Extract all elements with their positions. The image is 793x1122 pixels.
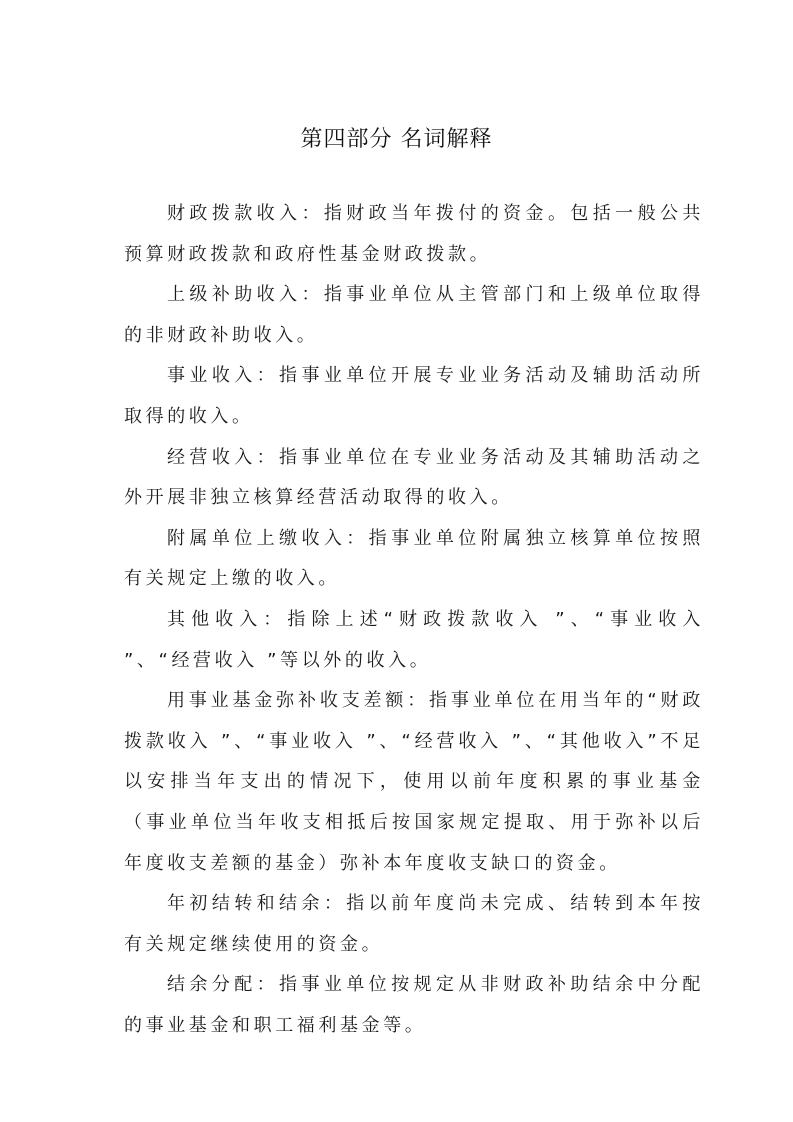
- term-other-income: 其他收入：指除上述“财政拨款收入 ”、“事业收入 ”、“经营收入 ”等以外的收入。: [124, 608, 704, 671]
- term-business-fund-offset: 用事业基金弥补收支差额：指事业单位在用当年的“财政拨款收入 ”、“事业收入 ”、“经营收入 ”、“其他收入”不足以安排当年支出的情况下，使用以前年度积累的事业基金（事业单位当年收支相抵后按国家规定提取、用于弥补以后年度收支差额的基金）弥补本年度收支缺口的资金。: [124, 690, 704, 874]
- term-operating-income: 经营收入：指事业单位在专业业务活动及其辅助活动之外开展非独立核算经营活动取得的收入。: [124, 446, 704, 509]
- term-balance-distribution: 结余分配：指事业单位按规定从非财政补助结余中分配的事业基金和职工福利基金等。: [124, 974, 704, 1036]
- term-carryover-and-balance: 年初结转和结余：指以前年度尚未完成、结转到本年按有关规定继续使用的资金。: [124, 893, 704, 955]
- glossary-body: [124, 194, 704, 1046]
- term-business-income: 事业收入：指事业单位开展专业业务活动及辅助活动所取得的收入。: [124, 365, 704, 427]
- term-affiliated-unit-remittance: 附属单位上缴收入：指事业单位附属独立核算单位按照有关规定上缴的收入。: [124, 527, 704, 590]
- term-fiscal-appropriation-income: 财政拨款收入：指财政当年拨付的资金。包括一般公共预算财政拨款和政府性基金财政拨款。: [124, 203, 704, 265]
- term-superior-subsidy-income: 上级补助收入：指事业单位从主管部门和上级单位取得的非财政补助收入。: [124, 284, 704, 346]
- page-title: 第四部分 名词解释: [300, 127, 493, 152]
